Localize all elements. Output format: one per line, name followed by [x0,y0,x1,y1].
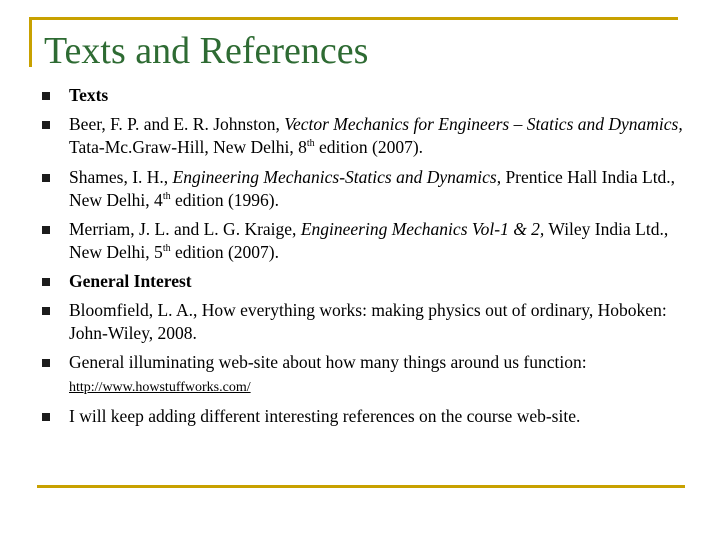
ordinal-suffix: th [162,191,171,203]
ordinal-suffix: th [306,138,315,150]
square-bullet-icon [42,413,50,421]
reference-publisher: , Prentice Hall India Ltd., New Delhi, 4 [69,167,676,210]
title-frame-left-rule [29,17,32,67]
reference-authors: Beer, F. P. and E. R. Johnston, [69,114,285,134]
list-item-reference-beer [69,113,689,159]
list-item-reference-merriam [69,218,689,264]
list-item-course-website-note [69,405,689,428]
reference-book-title: Vector Mechanics for Engineers – Statics and Dynamics, [284,114,683,134]
square-bullet-icon [42,174,50,182]
footer-divider [37,485,685,488]
slide-title: Texts and References [44,30,369,72]
square-bullet-icon [42,226,50,234]
square-bullet-icon [42,307,50,315]
item-text: I will keep adding different interesting references on the course web-site. [69,406,581,426]
item-text: General Interest [69,271,192,291]
list-item-general-interest-heading [69,270,689,293]
reference-publisher: Wiley India Ltd., New Delhi, 5 [69,219,669,262]
reference-authors: Merriam, J. L. and L. G. Kraige, [69,219,301,239]
reference-edition: edition (1996). [170,190,279,210]
square-bullet-icon [42,359,50,367]
howstuffworks-link[interactable]: http://www.howstuffworks.com/ [69,380,251,395]
reference-book-title: Engineering Mechanics Vol-1 & 2, [300,219,545,239]
item-text: Bloomfield, L. A., How everything works: making physics out of ordinary, Hoboken: John-Wiley, 2008. [69,300,667,343]
reference-publisher: Tata-Mc.Graw-Hill, New Delhi, 8 [69,137,307,157]
ordinal-suffix: th [162,243,171,255]
square-bullet-icon [42,121,50,129]
reference-edition: edition (2007). [170,242,279,262]
reference-authors: Shames, I. H., [69,167,173,187]
list-item-reference-shames [69,166,689,212]
reference-book-title: Engineering Mechanics-Statics and Dynamics [172,167,497,187]
square-bullet-icon [42,278,50,286]
square-bullet-icon [42,92,50,100]
list-item-website-link [69,379,689,397]
list-item-website-intro [69,351,689,374]
item-text: General illuminating web-site about how many things around us function: [69,352,587,372]
item-text: Texts [69,85,109,105]
list-item-texts-heading [69,84,689,107]
reference-edition: edition (2007). [314,137,424,157]
list-item-reference-bloomfield [69,299,689,345]
title-frame-top-rule [29,17,678,20]
